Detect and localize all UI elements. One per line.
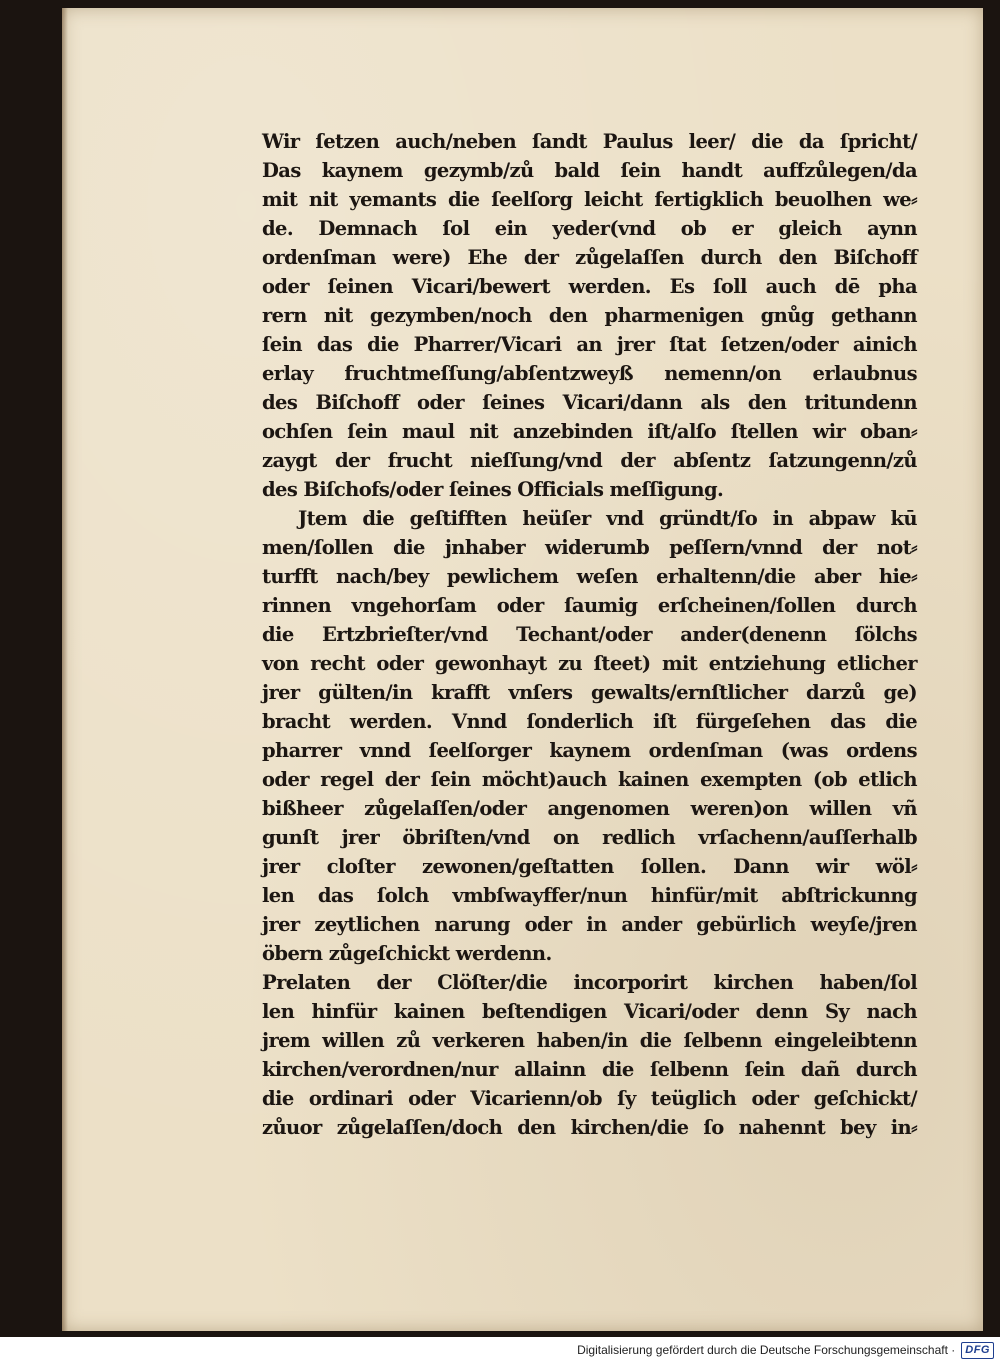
text-line: jrer zeytlichen narung oder in ander gebürlich weyſe/jren: [262, 913, 917, 936]
text-line: men/ſollen die jnhaber widerumb peſſern/vnnd der not⸗: [262, 536, 917, 559]
text-line: des Biſchoff oder ſeines Vicari/dann als den tritundenn: [262, 391, 917, 414]
text-line: Jtem die geſtifften heüſer vnd gründt/ſo in abpaw kū: [298, 507, 917, 530]
text-line: rinnen vngehorſam oder ſaumig erſcheinen/ſollen durch: [262, 594, 917, 617]
text-line: erlay fruchtmeſſung/abſentzweyß nemenn/on erlaubnus: [262, 362, 917, 385]
text-line: ordenſman were) Ehe der zůgelaſſen durch den Biſchoff: [262, 246, 917, 269]
text-line: oder regel der ſein möcht)auch kainen exempten (ob etlich: [262, 768, 917, 791]
text-line: jrem willen zů verkeren haben/in die ſelbenn eingeleibtenn: [262, 1029, 917, 1052]
text-line: des Biſchofs/oder ſeines Officials meſſigung.: [262, 478, 724, 501]
text-line: len das ſolch vmbſwayffer/nun hinfür/mit abſtrickunng: [262, 884, 917, 907]
page-gutter-shadow: [62, 8, 68, 1331]
text-line: kirchen/verordnen/nur allainn die ſelbenn ſein dañ durch: [262, 1058, 917, 1081]
text-line: Wir ſetzen auch/neben ſandt Paulus leer/ die da ſpricht/: [262, 130, 917, 153]
text-line: von recht oder gewonhayt zu ſteet) mit entziehung etlicher: [262, 652, 917, 675]
text-line: bißheer zůgelaſſen/oder angenomen weren)on willen vñ: [262, 797, 917, 820]
text-line: len hinfür kainen beſtendigen Vicari/oder denn Sy nach: [262, 1000, 917, 1023]
text-line: die Ertzbrieſter/vnd Techant/oder ander(denenn ſölchs: [262, 623, 917, 646]
dfg-logo: DFG: [961, 1342, 994, 1359]
text-line: Prelaten der Clöſter/die incorporirt kirchen haben/ſol: [262, 971, 917, 994]
text-line: gunſt jrer öbriſten/vnd on redlich vrſachenn/auſſerhalb: [262, 826, 917, 849]
text-line: oder ſeinen Vicari/bewert werden. Es ſoll auch dē pha: [262, 275, 917, 298]
footer-credit-bar: [577, 1341, 994, 1359]
text-line: mit nit yemants die ſeelſorg leicht fertigklich beuolhen we⸗: [262, 188, 917, 211]
text-line: jrer cloſter zewonen/geſtatten ſollen. Dann wir wöl⸗: [262, 855, 917, 878]
text-line: de. Demnach ſol ein yeder(vnd ob er gleich aynn: [262, 217, 917, 240]
text-line: pharrer vnnd ſeelſorger kaynem ordenſman (was ordens: [262, 739, 917, 762]
footer-credit-text: Digitalisierung gefördert durch die Deutsche Forschungsgemeinschaft ·: [577, 1343, 956, 1357]
text-line: zaygt der frucht nieſſung/vnd der abſentz ſatzungenn/zů: [262, 449, 917, 472]
text-line: bracht werden. Vnnd ſonderlich iſt fürgeſehen das die: [262, 710, 917, 733]
text-line: turfft nach/bey pewlichem weſen erhaltenn/die aber hie⸗: [262, 565, 917, 588]
text-line: die ordinari oder Vicarienn/ob ſy teüglich oder geſchickt/: [262, 1087, 917, 1110]
text-line: Das kaynem gezymb/zů bald ſein handt auffzůlegen/da: [262, 159, 917, 182]
text-line: rern nit gezymben/noch den pharmenigen gnůg gethann: [262, 304, 917, 327]
page-text-block: [262, 127, 917, 1142]
text-line: ochſen ſein maul nit anzebinden iſt/alſo ſtellen wir oban⸗: [262, 420, 917, 443]
text-line: öbern zůgeſchickt werdenn.: [262, 942, 552, 965]
text-line: jrer gülten/in krafft vnſers gewalts/ernſtlicher darzů ge): [262, 681, 917, 704]
text-line: zůuor zůgelaſſen/doch den kirchen/die ſo nahennt bey in⸗: [262, 1116, 917, 1139]
text-line: ſein das die Pharrer/Vicari an jrer ſtat ſetzen/oder ainich: [262, 333, 917, 356]
